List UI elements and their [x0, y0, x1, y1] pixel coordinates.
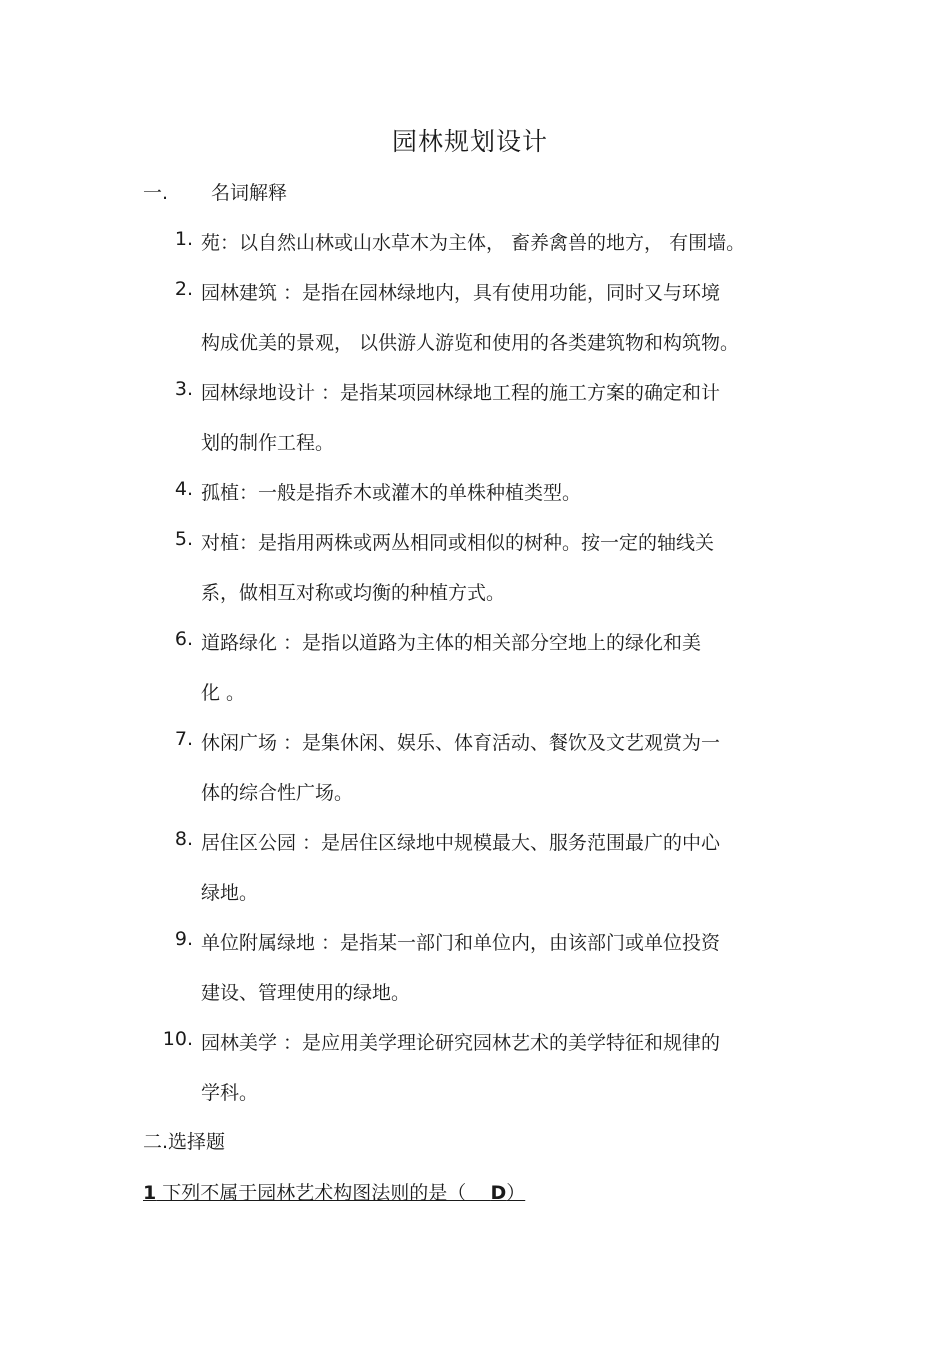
- item-number: 1.: [174, 228, 193, 250]
- item-text-continued: 化 。: [201, 682, 246, 704]
- item-text: 休闲广场 ：是集休闲、娱乐、体育活动、餐饮及文艺观赏为一: [201, 732, 721, 754]
- item-number: 8.: [174, 828, 193, 850]
- definition-item: [0, 828, 950, 928]
- definition-item: [0, 628, 950, 728]
- item-text-continued: 绿地。: [201, 882, 259, 904]
- item-text: 单位附属绿地 ：是指某一部门和单位内，由该部门或单位投资: [201, 932, 721, 954]
- item-number: 7.: [174, 728, 193, 750]
- item-text: 对植：是指用两株或两丛相同或相似的树种。按一定的轴线关: [201, 532, 715, 554]
- definition-item: [0, 228, 950, 278]
- item-text: 道路绿化 ：是指以道路为主体的相关部分空地上的绿化和美: [201, 632, 702, 654]
- definition-item: [0, 478, 950, 528]
- item-number: 3.: [174, 378, 193, 400]
- question-text: 下列不属于园林艺术构图法则的是（: [156, 1182, 491, 1204]
- item-number: 9.: [174, 928, 193, 950]
- item-text-continued: 构成优美的景观， 以供游人游览和使用的各类建筑物和构筑物。: [201, 332, 740, 354]
- item-text: 园林美学 ：是应用美学理论研究园林艺术的美学特征和规律的: [201, 1032, 721, 1054]
- definition-item: [0, 378, 950, 478]
- item-text-continued: 建设、管理使用的绿地。: [201, 982, 411, 1004]
- question-answer: D: [490, 1182, 507, 1204]
- section-label: 名词解释: [211, 182, 288, 204]
- question-close: ）: [506, 1182, 526, 1204]
- section-number: 一.: [143, 182, 169, 204]
- section-heading-1: [143, 178, 287, 205]
- definition-item: [0, 1028, 950, 1128]
- definition-item: [0, 278, 950, 378]
- item-number: 5.: [174, 528, 193, 550]
- item-number: 6.: [174, 628, 193, 650]
- item-text: 居住区公园 ：是居住区绿地中规模最大、服务范围最广的中心: [201, 832, 721, 854]
- item-text-continued: 系，做相互对称或均衡的种植方式。: [201, 582, 506, 604]
- definition-item: [0, 928, 950, 1028]
- question-1: [143, 1178, 525, 1205]
- item-text: 孤植：一般是指乔木或灌木的单株种植类型。: [201, 482, 582, 504]
- item-text-continued: 体的综合性广场。: [201, 782, 354, 804]
- item-number: 4.: [174, 478, 193, 500]
- item-text: 园林建筑 ：是指在园林绿地内，具有使用功能，同时又与环境: [201, 282, 721, 304]
- item-text: 苑：以自然山林或山水草木为主体， 畜养禽兽的地方， 有围墙。: [201, 232, 746, 254]
- question-number: 1: [143, 1182, 157, 1204]
- item-text-continued: 划的制作工程。: [201, 432, 335, 454]
- definition-item: [0, 728, 950, 828]
- item-number: 2.: [174, 278, 193, 300]
- section-heading-2: 二.选择题: [143, 1131, 226, 1153]
- page-title: 园林规划设计: [391, 127, 548, 156]
- definition-list: [0, 228, 950, 1128]
- item-text: 园林绿地设计 ：是指某项园林绿地工程的施工方案的确定和计: [201, 382, 721, 404]
- item-text-continued: 学科。: [201, 1082, 259, 1104]
- definition-item: [0, 528, 950, 628]
- item-number: 10.: [162, 1028, 193, 1050]
